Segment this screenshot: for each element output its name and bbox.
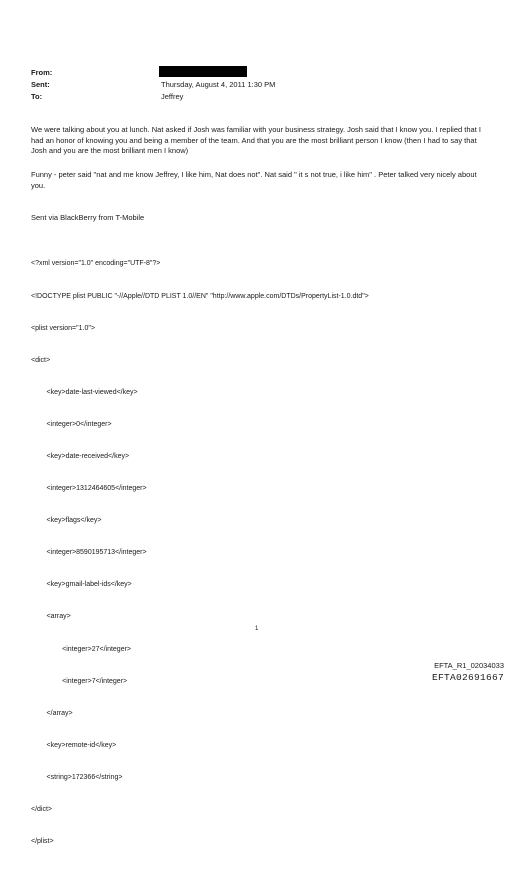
plist-line: <plist version="1.0">: [31, 324, 95, 332]
plist-line: <integer>7</integer>: [31, 677, 128, 685]
plist-line: <?xml version="1.0" encoding="UTF-8"?>: [31, 260, 161, 268]
plist-line: <integer>0</integer>: [31, 420, 112, 428]
from-label: From:: [31, 68, 53, 77]
plist-block: [31, 238, 369, 869]
efta-reference-small: EFTA_R1_02034033: [434, 661, 504, 670]
efta-reference-large: EFTA02691667: [431, 672, 504, 683]
plist-line: </plist>: [31, 838, 54, 846]
to-label: To:: [31, 92, 43, 101]
message-paragraph-1: We were talking about you at lunch. Nat asked if Josh was familiar with your business strategy. Josh said that I know you. I replied that I had an honor of knowing you and being a member of the team. And that you are the most brilliant person I know (then I had to say that Josh and you are the most brilliant men I know): [31, 125, 481, 155]
message-paragraph-2: Funny - peter said "nat and me know Jeffrey, I like him, Nat does not". Nat said " it s not true, i like him" . Peter talked very nicely about you.: [31, 170, 477, 190]
plist-line: <key>gmail-label-ids</key>: [31, 581, 132, 589]
plist-line: <!DOCTYPE plist PUBLIC "-//Apple//DTD PLIST 1.0//EN" "http://www.apple.com/DTDs/PropertyList-1.0.dtd">: [31, 292, 369, 300]
page-number: 1: [255, 626, 259, 632]
plist-line: </array>: [31, 709, 73, 717]
email-signature: Sent via BlackBerry from T-Mobile: [31, 213, 145, 222]
to-value: Jeffrey: [161, 92, 184, 101]
plist-line: <string>172366</string>: [31, 773, 123, 781]
plist-line: <key>date-last-viewed</key>: [31, 388, 138, 396]
plist-line: <integer>1312464605</integer>: [31, 485, 147, 493]
sent-value: Thursday, August 4, 2011 1:30 PM: [161, 80, 276, 89]
plist-line: <key>flags</key>: [31, 517, 102, 525]
plist-line: </dict>: [31, 806, 53, 813]
sent-label: Sent:: [31, 80, 50, 89]
plist-line: <key>date-received</key>: [31, 452, 130, 460]
plist-line: <integer>27</integer>: [31, 645, 132, 653]
plist-line: <key>remote-id</key>: [31, 741, 117, 749]
plist-line: <dict>: [31, 356, 51, 364]
plist-line: <integer>8590195713</integer>: [31, 549, 147, 557]
plist-line: <array>: [31, 613, 71, 621]
redacted-sender-block: [159, 66, 247, 77]
